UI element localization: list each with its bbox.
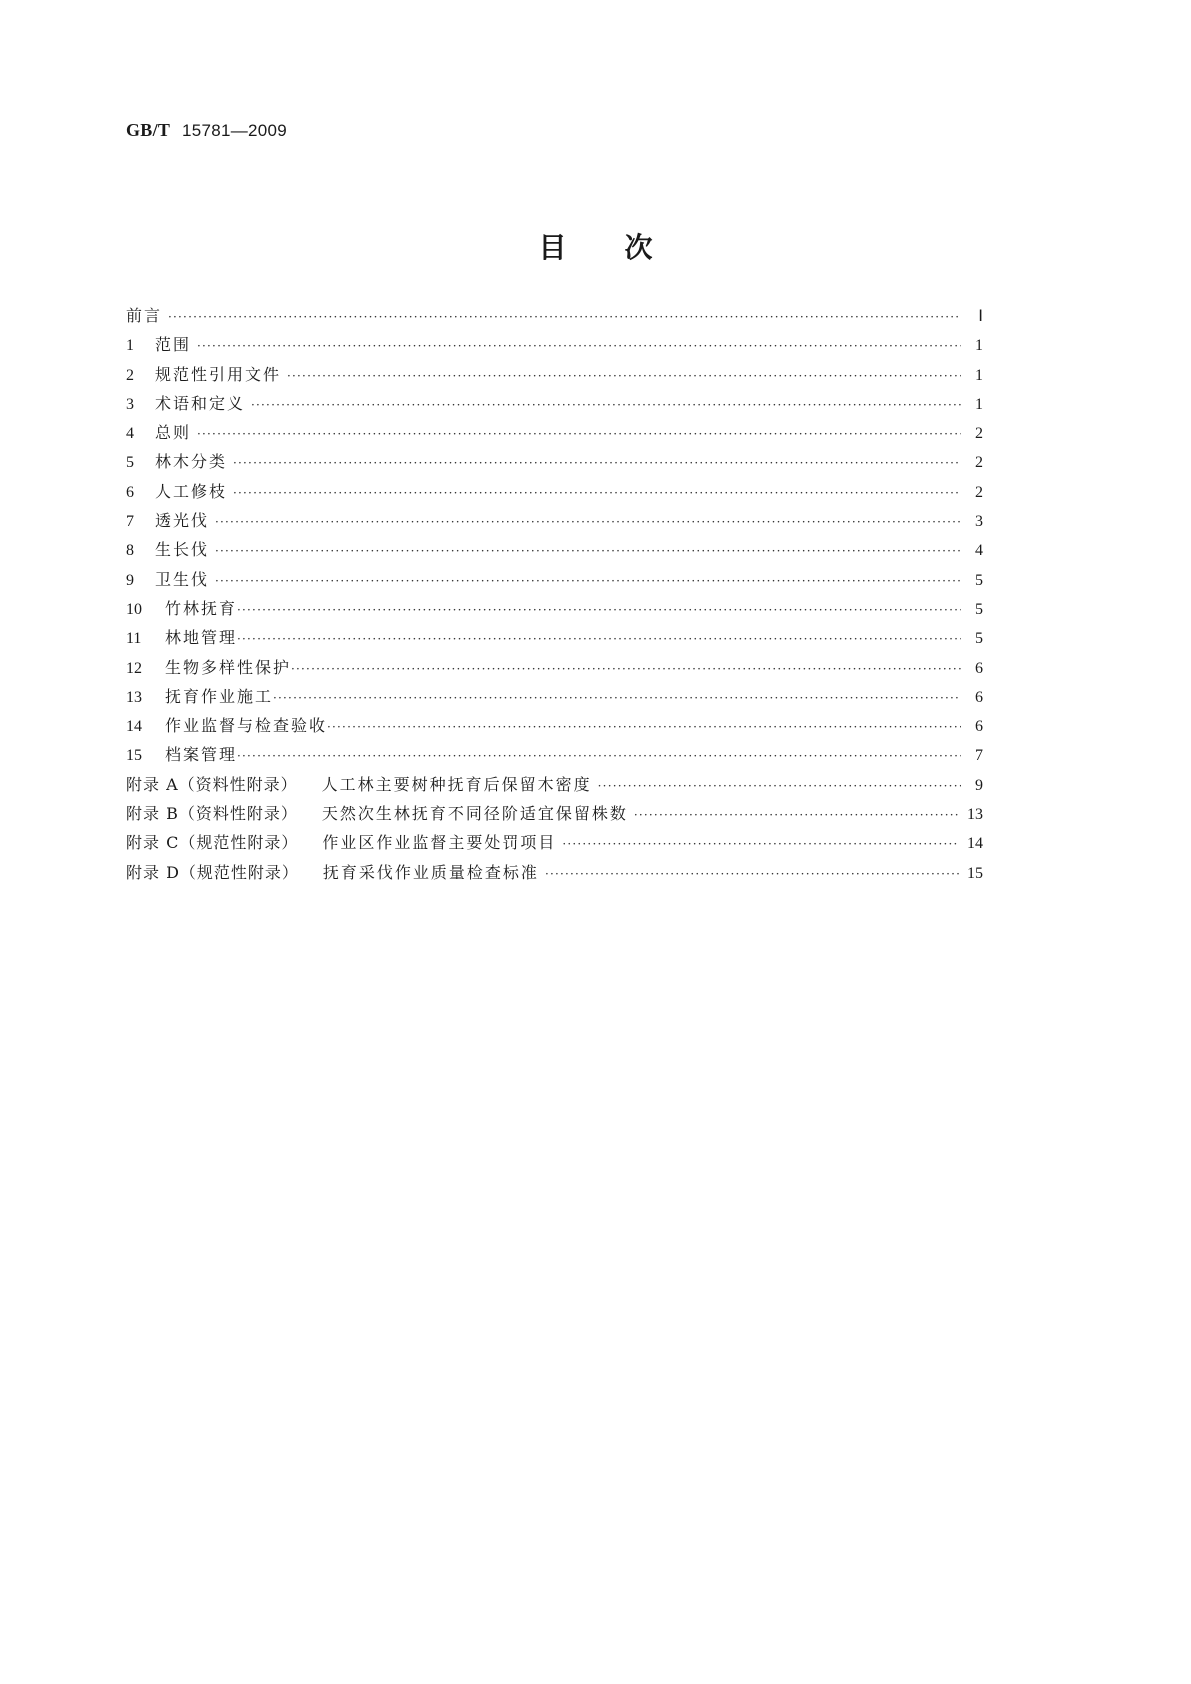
toc-entry[interactable] xyxy=(126,742,983,771)
toc-entry[interactable] xyxy=(126,362,983,391)
appendix-title: 天然次生林抚育不同径阶适宜保留株数 xyxy=(321,804,628,824)
toc-page: 5 xyxy=(975,630,983,648)
toc-page: 15 xyxy=(967,864,983,882)
toc-number: 2 xyxy=(126,366,134,384)
dot-leader xyxy=(237,749,961,763)
appendix-label: 附录 B（资料性附录） xyxy=(126,804,298,824)
toc-number: 4 xyxy=(126,425,134,443)
dot-leader xyxy=(291,662,961,676)
dot-leader xyxy=(215,544,961,558)
toc-appendix-b[interactable] xyxy=(126,801,983,830)
appendix-title: 人工林主要树种抚育后保留木密度 xyxy=(321,774,592,794)
dot-leader xyxy=(287,369,961,383)
toc-number: 9 xyxy=(126,571,134,589)
toc-appendix-a[interactable] xyxy=(126,772,983,801)
toc-page: Ⅰ xyxy=(978,308,983,325)
toc-entry[interactable] xyxy=(126,655,983,684)
toc-number: 12 xyxy=(126,659,142,677)
toc-label: 人工修枝 xyxy=(155,481,228,501)
toc-entry[interactable] xyxy=(126,508,983,537)
toc-page: 9 xyxy=(975,776,983,794)
appendix-label: 附录 A（资料性附录） xyxy=(126,774,298,794)
toc-entry[interactable] xyxy=(126,479,983,508)
dot-leader xyxy=(327,720,961,734)
toc-page: 2 xyxy=(975,425,983,443)
dot-leader xyxy=(598,779,961,793)
toc-number: 10 xyxy=(126,600,142,618)
toc-page: 5 xyxy=(975,600,983,618)
standard-header xyxy=(126,120,287,141)
standard-number: 15781—2009 xyxy=(181,121,288,140)
toc-page: 2 xyxy=(975,454,983,472)
toc-number: 3 xyxy=(126,395,134,413)
dot-leader xyxy=(545,867,959,881)
dot-leader xyxy=(168,310,961,324)
toc-label: 竹林抚育 xyxy=(165,598,238,618)
toc-number: 7 xyxy=(126,513,134,531)
toc-entry[interactable] xyxy=(126,420,983,449)
title-char-2: 次 xyxy=(624,231,653,264)
title-char-1: 目 xyxy=(538,231,567,264)
dot-leader xyxy=(251,398,961,412)
toc-entry[interactable] xyxy=(126,567,983,596)
toc-label: 生长伐 xyxy=(155,540,210,560)
toc-number: 11 xyxy=(126,630,142,648)
toc-appendix-c[interactable] xyxy=(126,830,983,859)
toc-page: 5 xyxy=(975,571,983,589)
toc-entry[interactable] xyxy=(126,391,983,420)
toc-entry[interactable] xyxy=(126,596,983,625)
dot-leader xyxy=(233,486,961,500)
toc-entry[interactable] xyxy=(126,684,983,713)
appendix-label: 附录 C（规范性附录） xyxy=(126,833,299,853)
toc-page: 6 xyxy=(975,688,983,706)
toc-number: 5 xyxy=(126,454,134,472)
toc-number: 13 xyxy=(126,688,142,706)
toc-label: 范围 xyxy=(155,335,192,355)
toc-label: 生物多样性保护 xyxy=(165,657,292,677)
dot-leader xyxy=(273,691,961,705)
dot-leader xyxy=(215,574,961,588)
toc-entry[interactable] xyxy=(126,332,983,361)
toc-page: 7 xyxy=(975,747,983,765)
toc-page: 6 xyxy=(975,718,983,736)
toc-label: 档案管理 xyxy=(165,745,238,765)
toc-entry[interactable] xyxy=(126,625,983,654)
toc-label: 卫生伐 xyxy=(155,569,210,589)
toc-label: 透光伐 xyxy=(155,511,210,531)
toc-page: 1 xyxy=(975,395,983,413)
toc-label: 抚育作业施工 xyxy=(165,686,274,706)
standard-code: GB/T xyxy=(126,120,171,140)
dot-leader xyxy=(233,456,961,470)
appendix-title: 抚育采伐作业质量检查标准 xyxy=(322,862,539,882)
table-of-contents xyxy=(126,303,983,889)
toc-number: 6 xyxy=(126,483,134,501)
dot-leader xyxy=(215,515,961,529)
toc-page: 1 xyxy=(975,337,983,355)
dot-leader xyxy=(197,339,961,353)
toc-entry-foreword[interactable] xyxy=(126,303,983,332)
dot-leader xyxy=(237,603,961,617)
toc-label: 规范性引用文件 xyxy=(155,364,282,384)
toc-page: 2 xyxy=(975,483,983,501)
dot-leader xyxy=(562,837,959,851)
toc-label: 林地管理 xyxy=(165,628,238,648)
toc-page: 4 xyxy=(975,542,983,560)
toc-entry[interactable] xyxy=(126,449,983,478)
toc-label: 林木分类 xyxy=(155,452,228,472)
toc-number: 14 xyxy=(126,718,142,736)
toc-number: 1 xyxy=(126,337,134,355)
toc-page: 1 xyxy=(975,366,983,384)
toc-number: 8 xyxy=(126,542,134,560)
toc-page: 14 xyxy=(967,835,983,853)
toc-number: 15 xyxy=(126,747,142,765)
toc-page: 6 xyxy=(975,659,983,677)
toc-page: 3 xyxy=(975,513,983,531)
toc-label: 前言 xyxy=(126,306,163,325)
toc-entry[interactable] xyxy=(126,537,983,566)
appendix-title: 作业区作业监督主要处罚项目 xyxy=(322,833,557,853)
dot-leader xyxy=(237,632,961,646)
page-title xyxy=(0,226,1191,266)
toc-label: 作业监督与检查验收 xyxy=(165,716,328,736)
dot-leader xyxy=(634,808,959,822)
toc-label: 总则 xyxy=(155,423,192,443)
toc-page: 13 xyxy=(967,806,983,824)
dot-leader xyxy=(197,427,961,441)
toc-appendix-d[interactable] xyxy=(126,860,983,889)
toc-label: 术语和定义 xyxy=(155,393,246,413)
appendix-label: 附录 D（规范性附录） xyxy=(126,862,299,882)
toc-entry[interactable] xyxy=(126,713,983,742)
